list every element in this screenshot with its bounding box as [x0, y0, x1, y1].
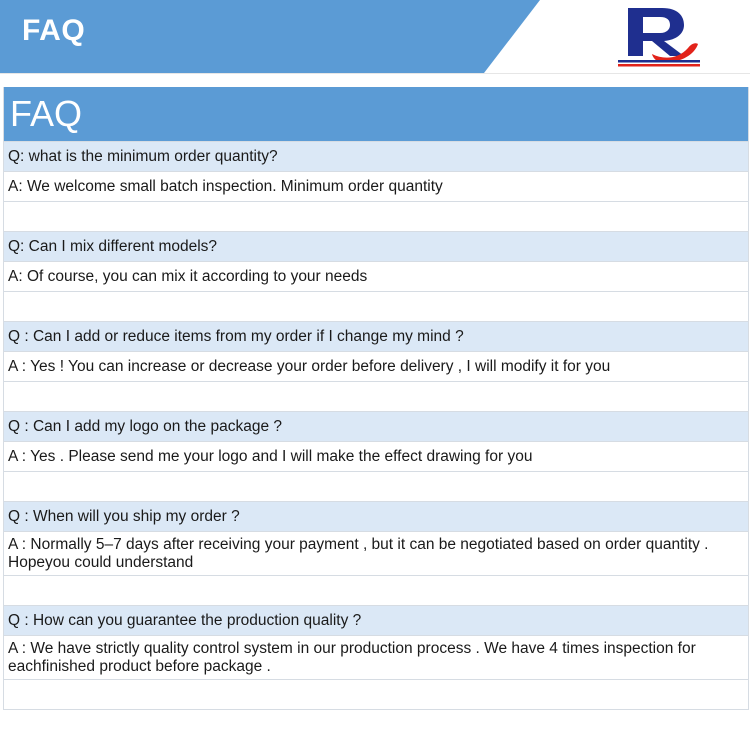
page-header: [0, 0, 750, 74]
question-text: Q : Can I add my logo on the package ?: [8, 417, 283, 435]
faq-answer: [4, 441, 748, 471]
header-title: FAQ: [22, 14, 86, 47]
faq-question: [4, 411, 748, 441]
faq-answer: [4, 351, 748, 381]
spacer-row: [4, 471, 748, 501]
question-text: Q : When will you ship my order ?: [8, 507, 240, 525]
faq-question: [4, 605, 748, 635]
faq-answer: [4, 171, 748, 201]
faq-answer: [4, 635, 748, 679]
spacer-row: [4, 291, 748, 321]
question-text: Q: what is the minimum order quantity?: [8, 147, 278, 165]
faq-answer: [4, 531, 748, 575]
question-text: Q : Can I add or reduce items from my order if I change my mind ?: [8, 327, 464, 345]
spacer-row: [4, 575, 748, 605]
brand-logo: [612, 4, 704, 68]
spacer-row: [4, 679, 748, 709]
question-text: Q : How can you guarantee the production quality ?: [8, 611, 362, 629]
answer-text: A : Normally 5–7 days after receiving your payment , but it can be negotiated based on order quantity . Hopeyou could understand: [8, 535, 709, 571]
faq-question: [4, 141, 748, 171]
answer-text: A : Yes . Please send me your logo and I will make the effect drawing for you: [8, 447, 533, 465]
faq-table: [3, 87, 749, 710]
spacer-row: [4, 381, 748, 411]
answer-text: A: We welcome small batch inspection. Minimum order quantity: [8, 177, 443, 195]
faq-question: [4, 231, 748, 261]
faq-table-heading: FAQ: [4, 87, 748, 141]
question-text: Q: Can I mix different models?: [8, 237, 218, 255]
faq-question: [4, 501, 748, 531]
spacer-row: [4, 201, 748, 231]
faq-answer: [4, 261, 748, 291]
answer-text: A : We have strictly quality control system in our production process . We have 4 times inspection for eachfinished product before package .: [8, 639, 696, 675]
answer-text: A : Yes ! You can increase or decrease your order before delivery , I will modify it for you: [8, 357, 611, 375]
faq-question: [4, 321, 748, 351]
answer-text: A: Of course, you can mix it according to your needs: [8, 267, 368, 285]
